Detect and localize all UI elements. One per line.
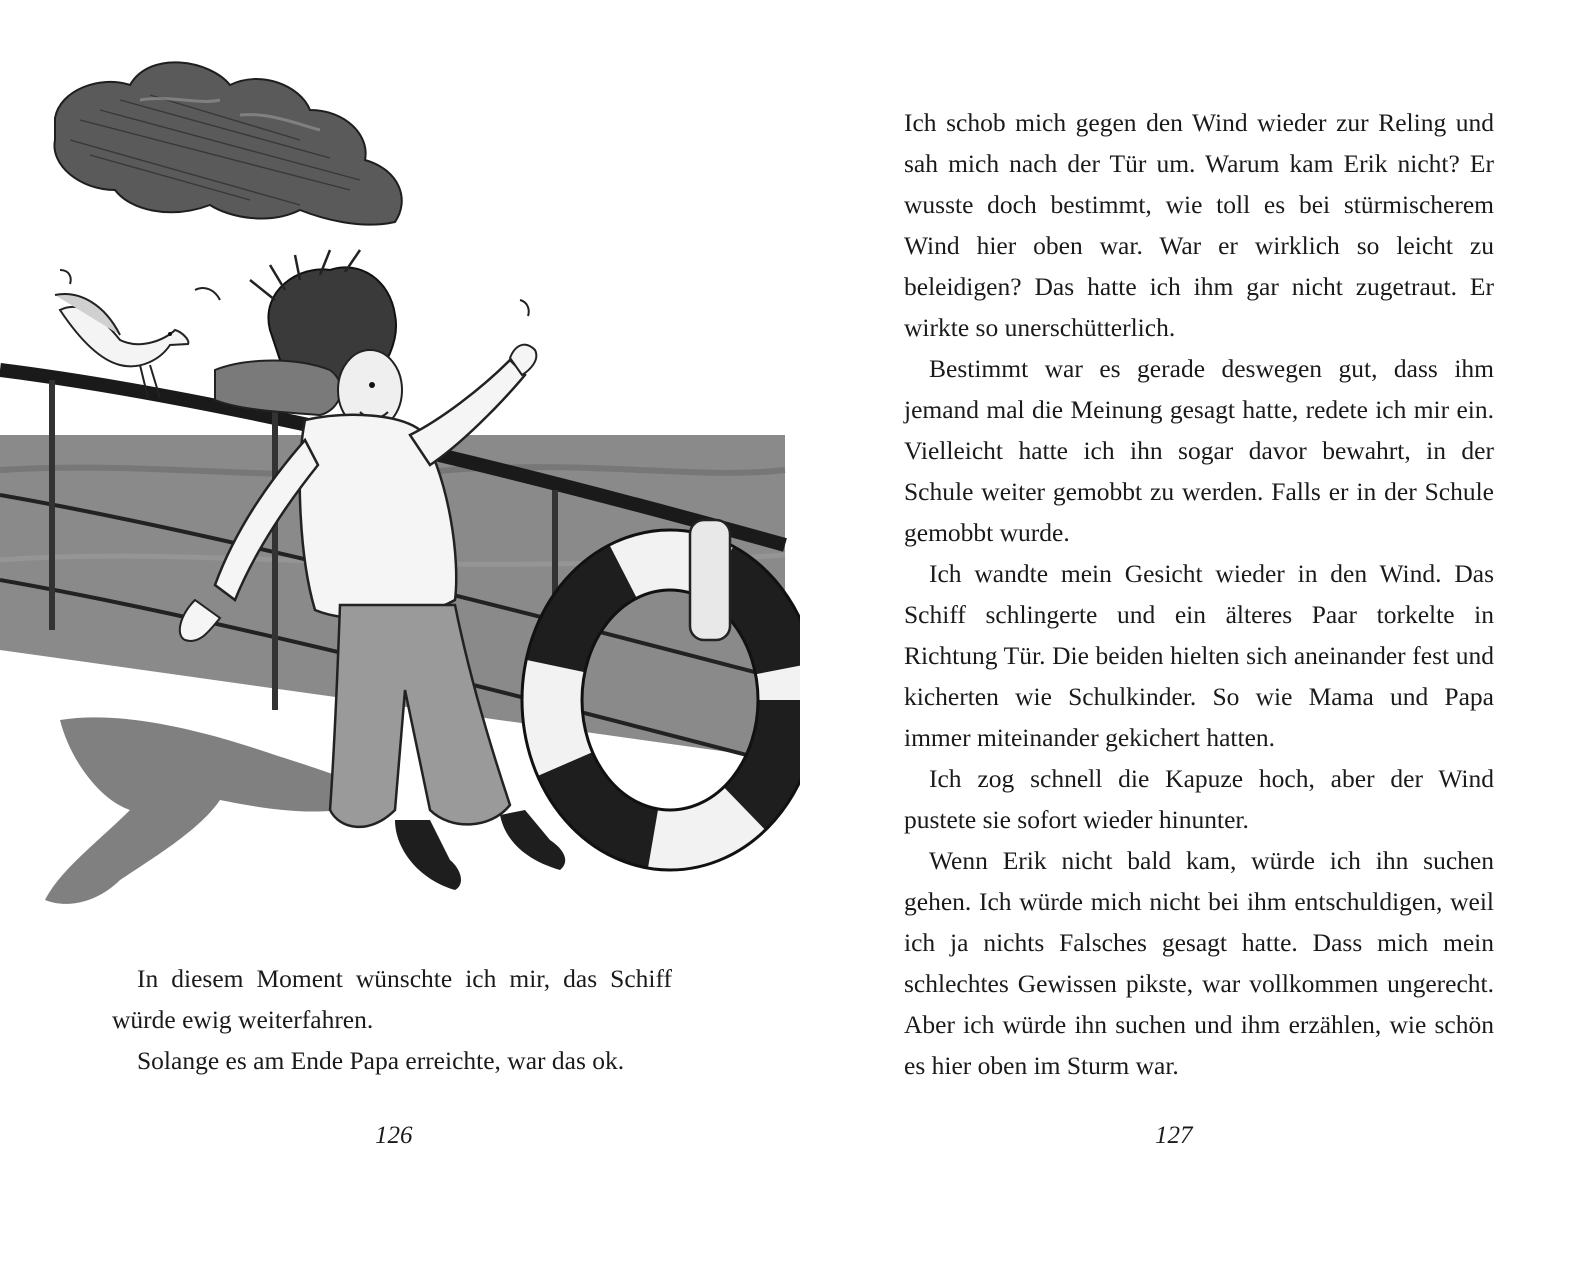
right-page-text — [904, 102, 1494, 1086]
paragraph: Ich schob mich gegen den Wind wieder zur Reling und sah mich nach der Tür um. Warum kam Erik nicht? Er wusste doch bestimmt, wie toll es bei stürmischerem Wind hier oben war. War er wirklich so leicht zu beleidigen? Das hatte ich ihm gar nicht zugetraut. Er wirkte so unerschütterlich. — [904, 108, 1494, 342]
right-page — [797, 0, 1594, 1270]
paragraph: Ich zog schnell die Kapuze hoch, aber der Wind pustete sie sofort wieder hinunter. — [904, 764, 1494, 834]
paragraph: Ich wandte mein Gesicht wieder in den Wind. Das Schiff schlingerte und ein älteres Paar torkelte in Richtung Tür. Die beiden hielten sich aneinander fest und kicherten wie Schulkinder. So wie Mama und Papa immer miteinander gekichert hatten. — [904, 559, 1494, 752]
paragraph: Bestimmt war es gerade deswegen gut, dass ihm jemand mal die Meinung gesagt hatte, redete ich mir ein. Vielleicht hatte ich ihn sogar davor bewahrt, in der Schule weiter gemobbt zu werden. Falls er in der Schule gemobbt wurde. — [904, 354, 1494, 547]
left-page-text — [112, 958, 672, 1081]
page-number-right: 127 — [1155, 1122, 1193, 1149]
paragraph: Wenn Erik nicht bald kam, würde ich ihn suchen gehen. Ich würde mich nicht bei ihm entschuldigen, weil ich ja nichts Falsches gesagt hatte. Dass mich mein schlechtes Gewissen pikste, war vollkommen ungerecht. Aber ich würde ihn suchen und ihm erzählen, wie schön es hier oben im Sturm war. — [904, 846, 1494, 1080]
paragraph: Solange es am Ende Papa erreichte, war das ok. — [137, 1046, 625, 1075]
page-number-left: 126 — [375, 1122, 413, 1149]
storm-cloud — [54, 62, 401, 224]
ship-deck-illustration — [0, 40, 800, 940]
paragraph: In diesem Moment wünschte ich mir, das Schiff würde ewig weiterfahren. — [112, 964, 672, 1034]
